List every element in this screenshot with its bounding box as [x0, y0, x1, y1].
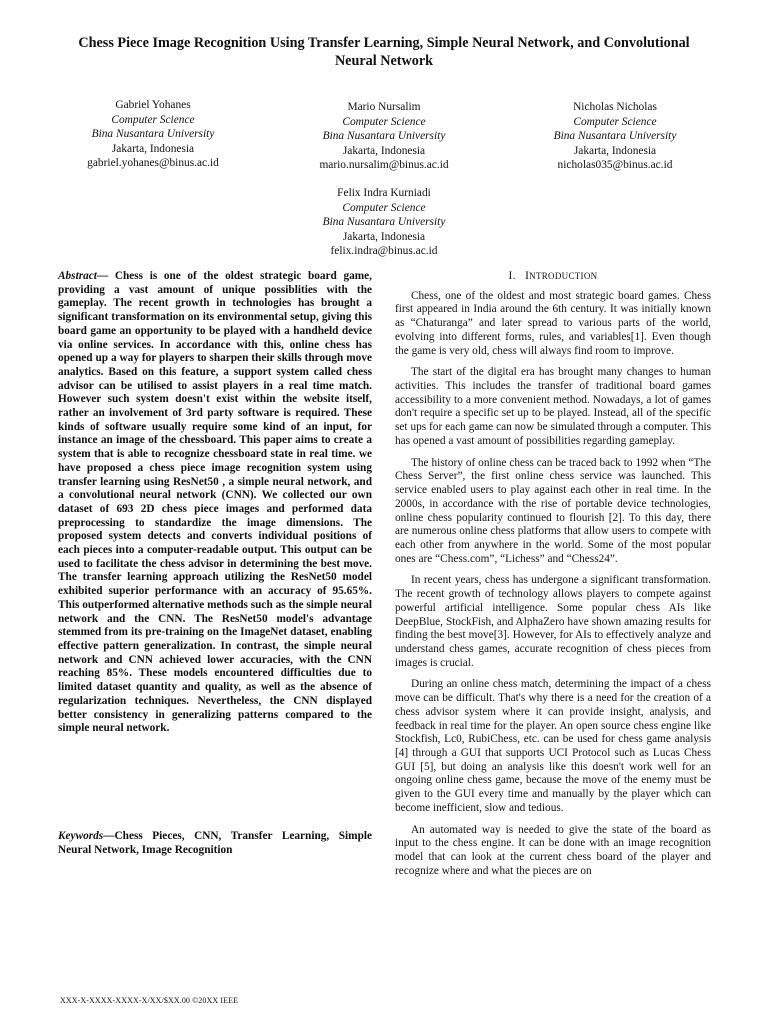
abstract — [58, 270, 372, 736]
author-location: Jakarta, Indonesia — [342, 144, 426, 157]
author-university: Bina Nusantara University — [553, 130, 677, 142]
author-department: Computer Science — [111, 113, 195, 126]
author-department: Computer Science — [573, 115, 657, 128]
section-number: I. — [508, 270, 516, 282]
right-column — [395, 270, 711, 886]
abstract-text: Chess is one of the oldest strategic board game, providing a vast amount of unique possiblities with the gameplay. The recent growth in technologies has brought a significant transformation on its environmental setup, giving this board game an opportunity to be played with a handheld device via online services. In accordance with this, online chess has opened up a way for players to sharpen their skills through move analytics. Based on this feature, a support system called chess advisor can be utilised to assist players in a real time match. However such system doesn't exist within the website itself, rather an involvement of 3rd party software is required. These kinds of software usually require some kind of an input, for instance an image of the chessboard. This paper aims to create a system that is able to recognize chessboard state in real time. we have proposed a chess piece image recognition system using transfer learning using ResNet50 , a simple neural network, and a convolutional neural network (CNN). We collected our own dataset of 693 2D chess piece images and performed data preprocessing to standardize the image dimensions. The proposed system detects and converts individual positions of each pieces into a computer-readable output. This output can be used to facilitate the chess advisor in determining the best move. The transfer learning approach utilizing the ResNet50 model exhibited superior performance with an accuracy of 95.65%. This outperformed alternative methods such as the simple neural network and the CNN. The ResNet50 model's advantage stemmed from its pre-training on the ImageNet dataset, enabling effective pattern generalization. In contrast, the simple neural network and CNN achieved lower accuracies, with the CNN reaching 85%. These models encountered difficulties due to limited dataset quantity and quality, as well as the absence of regularization techniques. Nevertheless, the CNN displayed better consistency in generalizing patterns compared to the simple neural network. — [58, 270, 372, 735]
author-department: Computer Science — [342, 115, 426, 128]
author-university: Bina Nusantara University — [91, 128, 215, 140]
author-location: Jakarta, Indonesia — [111, 142, 195, 155]
keywords-label: Keywords— — [58, 830, 115, 842]
body-paragraph: The history of online chess can be traced back to 1992 when “The Chess Server”, the first online chess service was launched. This service enabled users to play against each other in real time. In the 2000s, in accordance with the rise of portable device technologies, online chess popularity continued to flourish [2]. To this day, there are numerous online chess platforms that allow users to compete with each other from anywhere in the world. Some of the most popular ones are “Chess.com”, “Lichess” and “Chess24”. — [395, 456, 711, 565]
author-block — [279, 100, 489, 173]
body-paragraph: An automated way is needed to give the state of the board as input to the chess engine. It can be done with an image recognition model that can look at the current chess board of the player and recognize where and what the pieces are on — [395, 823, 711, 877]
author-name: Felix Indra Kurniadi — [337, 187, 431, 199]
keywords-text: Chess Pieces, CNN, Transfer Learning, Simple Neural Network, Image Recognition — [58, 830, 372, 856]
section-heading — [395, 270, 711, 284]
author-email: mario.nursalim@binus.ac.id — [319, 159, 449, 171]
section-heading-rest: NTRODUCTION — [529, 271, 598, 281]
keywords — [58, 830, 372, 857]
abstract-label: Abstract— — [58, 270, 109, 282]
author-name: Gabriel Yohanes — [115, 99, 191, 111]
body-paragraph: In recent years, chess has undergone a significant transformation. The recent growth of technology allows players to compete against powerful artificial intelligence. Some popular chess AIs like DeepBlue, StockFish, and AlphaZero have shown amazing results for finding the best move[3]. However, for AIs to effectively analyze and understand chess games, accurate recognition of chess pieces from images is crucial. — [395, 574, 711, 669]
body-paragraph: During an online chess match, determining the impact of a chess move can be difficult. That's why there is a need for the creation of a chess advisor system where it can provide insight, analysis, and feedback in real time for the player. An open source chess engine like Stockfish, Lc0, RubiChess, etc. can be used for chess game analysis [4] through a GUI that supports UCI Protocol such as Lucas Chess GUI [5], but doing an analysis like this doesn't work well for an ongoing online chess game, because the move of the enemy must be given to the GUI every time and manually by the player which can become inefficient, slow and tedious. — [395, 678, 711, 814]
author-name: Mario Nursalim — [347, 101, 421, 113]
body-paragraph: The start of the digital era has brought many changes to human activities. This includes the transfer of traditional board games accessibility to a more convenient method. Nowadays, a lot of games don't require a specific set up to be played. Instead, all of the specific set ups for each game can now be simulated through a computer. This has opened a vast amount of possibilities regarding gameplay. — [395, 366, 711, 447]
author-university: Bina Nusantara University — [322, 130, 446, 142]
author-email: nicholas035@binus.ac.id — [557, 159, 673, 171]
author-block — [279, 186, 489, 259]
author-university: Bina Nusantara University — [322, 216, 446, 228]
author-department: Computer Science — [342, 201, 426, 214]
author-email: felix.indra@binus.ac.id — [330, 245, 438, 257]
paper-title: Chess Piece Image Recognition Using Transfer Learning, Simple Neural Network, and Convolutional Neural Network — [78, 35, 690, 69]
author-block — [48, 98, 258, 171]
author-location: Jakarta, Indonesia — [573, 144, 657, 157]
author-name: Nicholas Nicholas — [573, 101, 657, 113]
section-heading-initial: I — [525, 270, 530, 282]
body-paragraph: Chess, one of the oldest and most strategic board games. Chess first appeared in India around the 6th century. It was initially known as “Chaturanga” and later spread to various parts of the world, evolving into different forms, rules, and variables[1]. Even though the game is very old, chess will always find room to improve. — [395, 289, 711, 357]
author-email: gabriel.yohanes@binus.ac.id — [87, 157, 219, 169]
copyright-footer: XXX-X-XXXX-XXXX-X/XX/$XX.00 ©20XX IEEE — [60, 996, 239, 1005]
author-block — [510, 100, 720, 173]
author-location: Jakarta, Indonesia — [342, 230, 426, 243]
